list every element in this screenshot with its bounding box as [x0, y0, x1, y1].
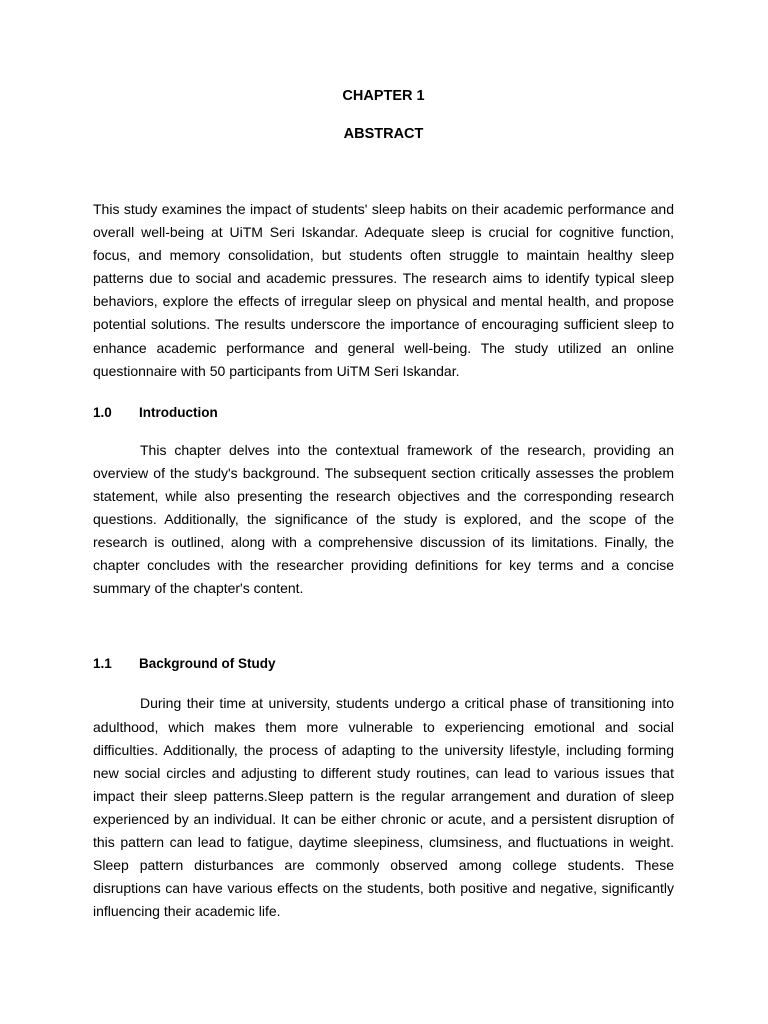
section-title: Background of Study	[139, 656, 276, 672]
introduction-paragraph: This chapter delves into the contextual framework of the research, providing an overview of the study's background. The subsequent section critically assesses the problem statement, while also presenting the research objectives and the corresponding research questions. Additionally, the significance of the study is explored, and the scope of the research is outlined, along with a comprehensive discussion of its limitations. Finally, the chapter concludes with the researcher providing definitions for key terms and a concise summary of the chapter's content.	[93, 441, 674, 597]
section-heading-background	[93, 655, 674, 673]
background-paragraph: During their time at university, students undergo a critical phase of transitioning into adulthood, which makes them more vulnerable to experiencing emotional and social difficulties. Additionally, the process of adapting to the university lifestyle, including forming new social circles and adjusting to different study routines, can lead to various issues that impact their sleep patterns.Sleep pattern is the regular arrangement and duration of sleep experienced by an individual. It can be either chronic or acute, and a persistent disruption of this pattern can lead to fatigue, daytime sleepiness, clumsiness, and fluctuations in weight. Sleep pattern disturbances are commonly observed among college students. These disruptions can have various effects on the students, both positive and negative, significantly influencing their academic life.	[93, 695, 674, 920]
section-title: Introduction	[139, 404, 218, 420]
abstract-paragraph: This study examines the impact of students' sleep habits on their academic performance and overall well-being at UiTM Seri Iskandar. Adequate sleep is crucial for cognitive function, focus, and memory consolidation, but students often struggle to maintain healthy sleep patterns due to social and academic pressures. The research aims to identify typical sleep behaviors, explore the effects of irregular sleep on physical and mental health, and propose potential solutions. The results underscore the importance of encouraging sufficient sleep to enhance academic performance and general well-being. The study utilized an online questionnaire with 50 participants from UiTM Seri Iskandar.	[93, 201, 674, 379]
section-number: 1.0	[93, 404, 112, 420]
section-heading-introduction	[93, 404, 674, 422]
section-number: 1.1	[93, 656, 112, 672]
chapter-title: CHAPTER 1	[342, 88, 425, 104]
abstract-title: ABSTRACT	[343, 126, 424, 142]
